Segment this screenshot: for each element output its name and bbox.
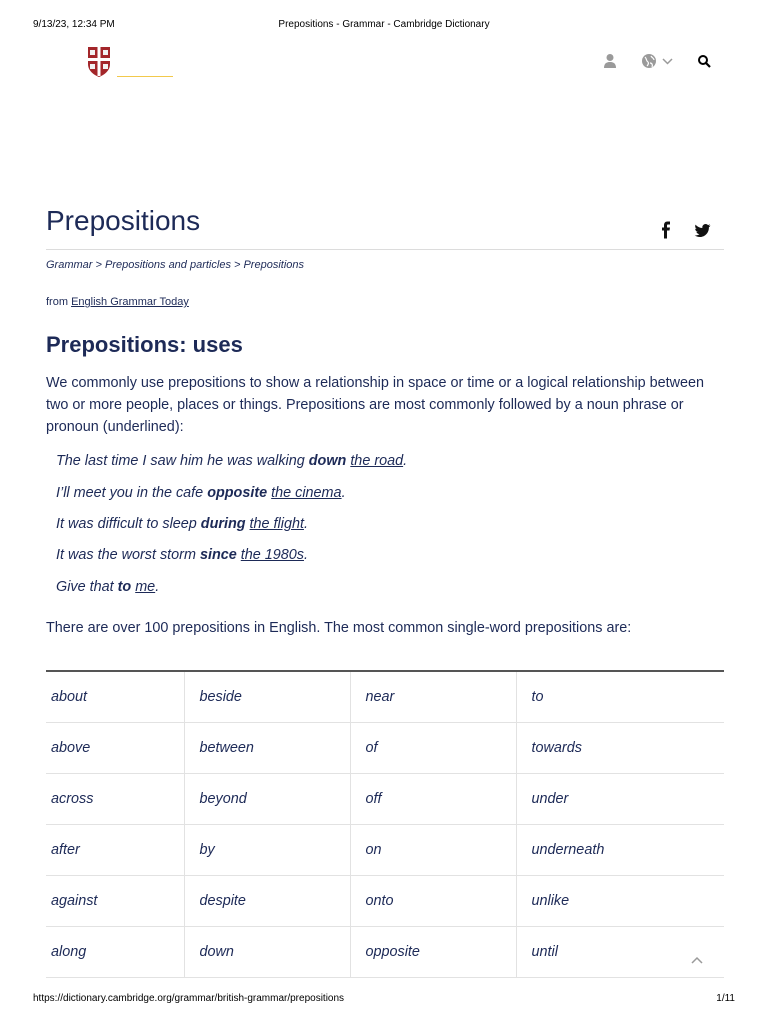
table-cell: onto — [350, 876, 516, 927]
table-cell: despite — [184, 876, 350, 927]
table-row — [46, 876, 724, 927]
facebook-icon[interactable] — [660, 221, 672, 239]
example-sentence: The last time I saw him he was walking down the road. — [56, 453, 408, 469]
print-page-number: 1/11 — [716, 993, 735, 1004]
example-sentence: Give that to me. — [56, 579, 160, 595]
table-row — [46, 774, 724, 825]
table-cell: after — [46, 825, 184, 876]
title-divider — [46, 249, 724, 250]
table-cell: down — [184, 927, 350, 978]
table-cell: under — [516, 774, 724, 825]
table-cell: above — [46, 723, 184, 774]
example-sentence: I’ll meet you in the cafe opposite the cinema. — [56, 485, 346, 501]
page-title: Prepositions — [46, 205, 201, 236]
table-cell: to — [516, 671, 724, 723]
table-cell: off — [350, 774, 516, 825]
globe-icon[interactable] — [641, 53, 657, 69]
print-url: https://dictionary.cambridge.org/grammar/british-grammar/prepositions — [33, 993, 345, 1004]
example-sentence: It was difficult to sleep during the flight. — [56, 516, 308, 532]
cambridge-shield-icon[interactable] — [87, 46, 111, 78]
table-cell: underneath — [516, 825, 724, 876]
table-cell: by — [184, 825, 350, 876]
table-row — [46, 825, 724, 876]
table-cell: until — [516, 927, 724, 978]
source-prefix: from — [46, 296, 72, 308]
table-cell: between — [184, 723, 350, 774]
table-cell: of — [350, 723, 516, 774]
prepositions-table — [46, 670, 724, 978]
user-icon[interactable] — [603, 53, 617, 69]
table-cell: about — [46, 671, 184, 723]
search-icon[interactable] — [697, 53, 711, 69]
table-row — [46, 671, 724, 723]
chevron-up-icon[interactable] — [690, 955, 704, 965]
source-line — [46, 296, 189, 308]
table-cell: near — [350, 671, 516, 723]
count-paragraph: There are over 100 prepositions in English. The most common single-word prepositions are: — [46, 620, 632, 636]
table-row — [46, 927, 724, 978]
print-doc-title: Prepositions - Grammar - Cambridge Dictionary — [278, 19, 490, 30]
table-cell: against — [46, 876, 184, 927]
example-sentence: It was the worst storm since the 1980s. — [56, 547, 308, 563]
table-cell: opposite — [350, 927, 516, 978]
table-cell: beside — [184, 671, 350, 723]
chevron-down-icon[interactable] — [662, 56, 673, 66]
table-cell: on — [350, 825, 516, 876]
table-cell: towards — [516, 723, 724, 774]
source-link[interactable]: English Grammar Today — [71, 296, 189, 308]
print-datetime: 9/13/23, 12:34 PM — [33, 19, 115, 30]
breadcrumb[interactable]: Grammar > Prepositions and particles > Prepositions — [46, 259, 305, 271]
table-cell: along — [46, 927, 184, 978]
section-heading: Prepositions: uses — [46, 332, 243, 357]
table-cell: across — [46, 774, 184, 825]
table-cell: unlike — [516, 876, 724, 927]
table-cell: beyond — [184, 774, 350, 825]
logo-underline — [117, 76, 173, 77]
intro-paragraph: We commonly use prepositions to show a relationship in space or time or a logical relationship between two or more people, places or things. Prepositions are most commonly followed by a noun phrase or pronoun (underlined): — [46, 375, 705, 435]
twitter-icon[interactable] — [694, 221, 711, 239]
table-row — [46, 723, 724, 774]
